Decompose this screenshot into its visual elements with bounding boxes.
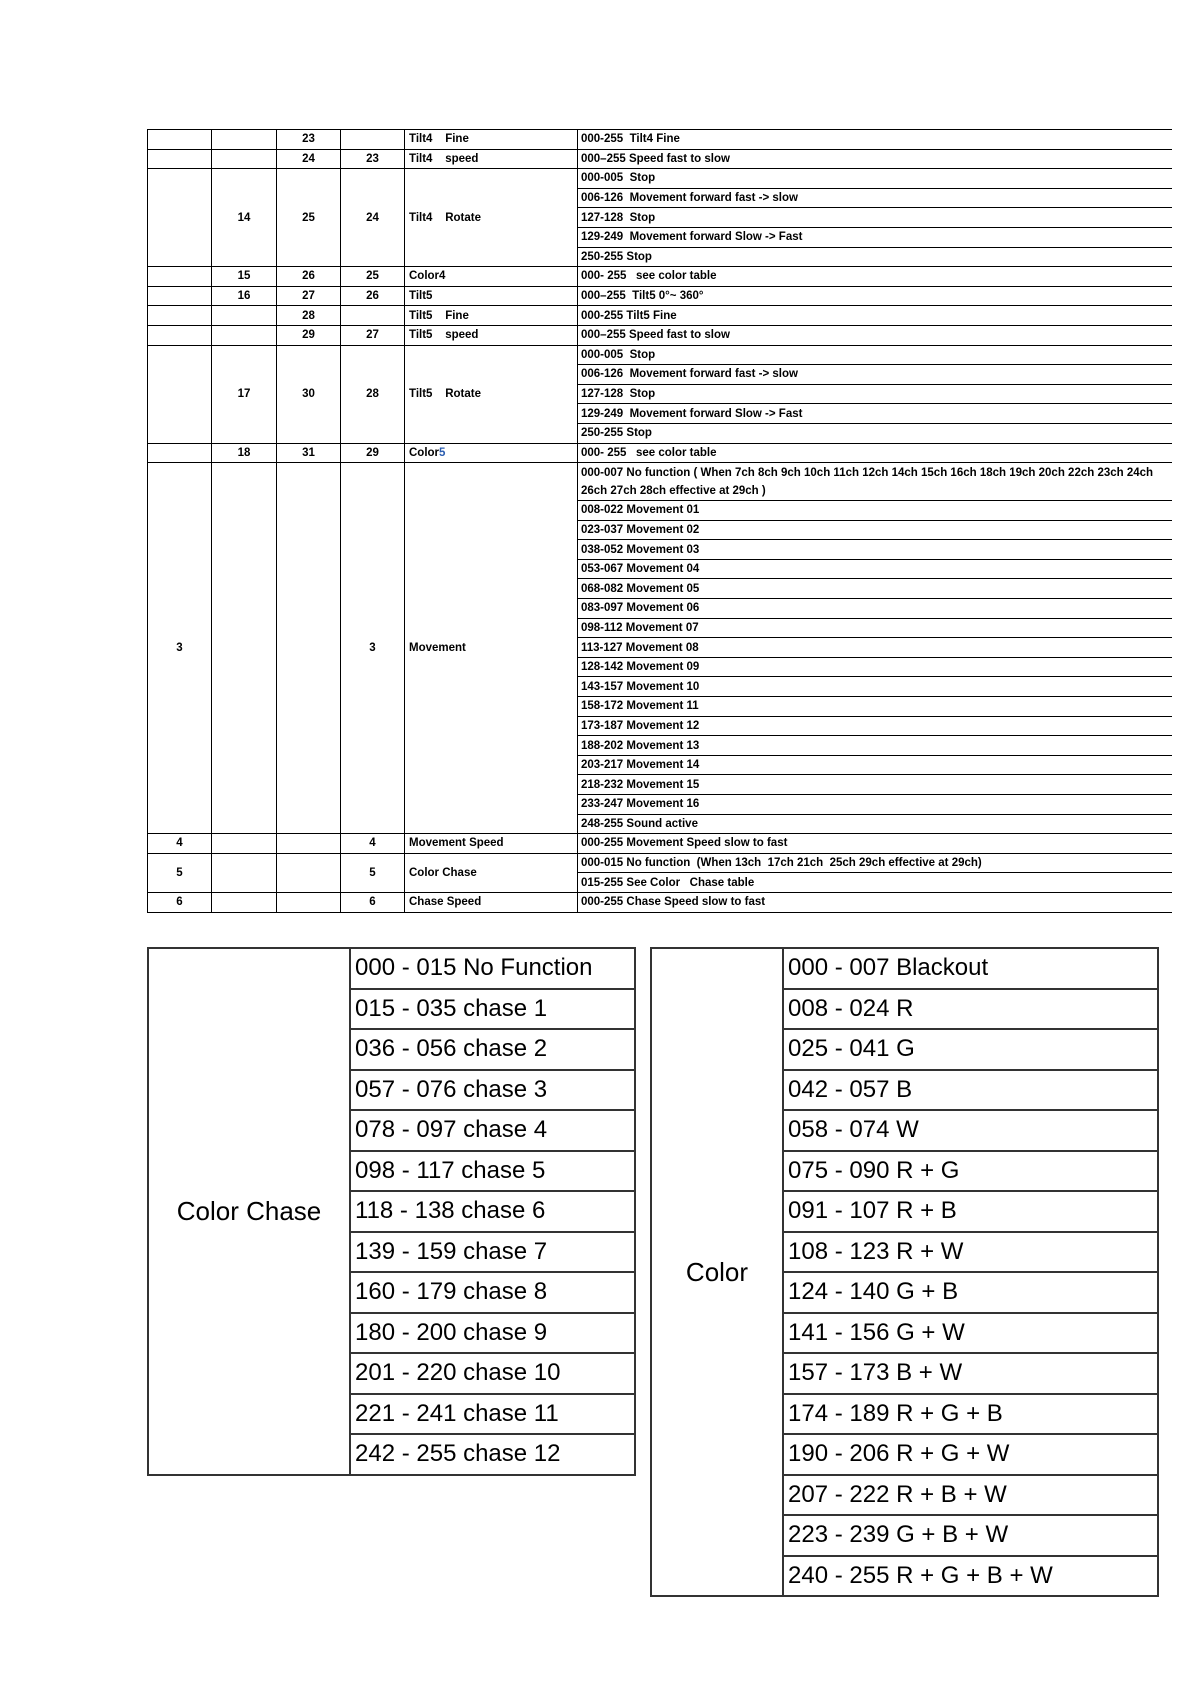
value-cell: 000-005 Stop (578, 169, 1172, 189)
channel-col-4: 4 (341, 834, 405, 854)
channel-col-2 (212, 306, 277, 326)
channel-col-2 (212, 325, 277, 345)
channel-col-3: 30 (277, 345, 341, 443)
channel-col-4: 6 (341, 892, 405, 912)
function-label: Color Chase (409, 866, 477, 879)
range-cell: 025 - 041 G (783, 1029, 1158, 1070)
table-row (148, 169, 1172, 189)
value-cell: 000–255 Tilt5 0°~ 360° (578, 286, 1172, 306)
channel-col-2 (212, 892, 277, 912)
function-label: Tilt4 speed (409, 152, 479, 165)
channel-col-2 (212, 853, 277, 892)
range-cell: 190 - 206 R + G + W (783, 1434, 1158, 1475)
value-cell: 000-007 No function ( When 7ch 8ch 9ch 10ch 11ch 12ch 14ch 15ch 16ch 18ch 19ch 20ch 22ch 23ch 24ch 26ch 27ch 28ch effective at 29ch ) (578, 463, 1172, 501)
value-cell: 000-015 No function (When 13ch 17ch 21ch 25ch 29ch effective at 29ch) (578, 853, 1172, 873)
value-cell: 000-005 Stop (578, 345, 1172, 365)
range-cell: 078 - 097 chase 4 (350, 1110, 635, 1151)
channel-col-3: 29 (277, 325, 341, 345)
value-cell: 098-112 Movement 07 (578, 618, 1172, 638)
value-cell: 129-249 Movement forward Slow -> Fast (578, 404, 1172, 424)
channel-col-3 (277, 834, 341, 854)
channel-col-1: 6 (148, 892, 212, 912)
function-label: Color4 (409, 270, 446, 283)
table-row (148, 463, 1172, 501)
function-label: Tilt5 speed (409, 329, 479, 342)
channel-col-4: 24 (341, 169, 405, 267)
channel-col-2 (212, 463, 277, 834)
function-cell (405, 267, 578, 287)
value-cell: 000-255 Movement Speed slow to fast (578, 834, 1172, 854)
range-cell: 058 - 074 W (783, 1110, 1158, 1151)
value-cell: 000-255 Tilt5 Fine (578, 306, 1172, 326)
function-cell (405, 834, 578, 854)
range-cell: 008 - 024 R (783, 989, 1158, 1030)
function-cell (405, 853, 578, 892)
range-cell: 036 - 056 chase 2 (350, 1029, 635, 1070)
channel-col-1 (148, 286, 212, 306)
channel-col-1: 4 (148, 834, 212, 854)
table-row (148, 948, 635, 989)
channel-col-1: 5 (148, 853, 212, 892)
table-row (148, 149, 1172, 169)
function-label: Tilt4 Fine (409, 133, 469, 146)
value-cell: 188-202 Movement 13 (578, 736, 1172, 756)
function-label: Tilt5 Fine (409, 309, 469, 322)
value-cell: 008-022 Movement 01 (578, 501, 1172, 521)
table-row (148, 345, 1172, 365)
channel-col-2: 18 (212, 443, 277, 463)
channel-col-3: 26 (277, 267, 341, 287)
value-cell: 173-187 Movement 12 (578, 716, 1172, 736)
channel-col-3: 31 (277, 443, 341, 463)
function-cell (405, 306, 578, 326)
table-row (148, 853, 1172, 873)
channel-col-3: 25 (277, 169, 341, 267)
value-cell: 000-255 Chase Speed slow to fast (578, 892, 1172, 912)
value-cell: 158-172 Movement 11 (578, 697, 1172, 717)
function-label-suffix: 5 (439, 446, 446, 459)
function-cell (405, 286, 578, 306)
channel-col-3 (277, 463, 341, 834)
range-cell: 124 - 140 G + B (783, 1272, 1158, 1313)
value-cell: 128-142 Movement 09 (578, 657, 1172, 677)
value-cell: 000–255 Speed fast to slow (578, 149, 1172, 169)
channel-col-3 (277, 853, 341, 892)
range-cell: 015 - 035 chase 1 (350, 989, 635, 1030)
channel-col-3: 27 (277, 286, 341, 306)
range-cell: 118 - 138 chase 6 (350, 1191, 635, 1232)
table-row (148, 443, 1172, 463)
channel-col-3: 28 (277, 306, 341, 326)
range-cell: 180 - 200 chase 9 (350, 1313, 635, 1354)
range-cell: 223 - 239 G + B + W (783, 1515, 1158, 1556)
range-cell: 221 - 241 chase 11 (350, 1394, 635, 1435)
color-label: Color (651, 948, 783, 1596)
channel-col-4: 28 (341, 345, 405, 443)
value-cell: 068-082 Movement 05 (578, 579, 1172, 599)
value-cell: 000- 255 see color table (578, 443, 1172, 463)
value-cell: 218-232 Movement 15 (578, 775, 1172, 795)
function-label: Tilt5 Rotate (409, 388, 481, 401)
function-label: Tilt4 Rotate (409, 211, 481, 224)
value-cell: 023-037 Movement 02 (578, 520, 1172, 540)
channel-col-4 (341, 130, 405, 150)
value-cell: 248-255 Sound active (578, 814, 1172, 834)
dmx-channel-table (147, 129, 1172, 913)
function-cell (405, 345, 578, 443)
channel-col-2 (212, 834, 277, 854)
color-chase-label: Color Chase (148, 948, 350, 1475)
channel-col-2 (212, 130, 277, 150)
table-row (148, 892, 1172, 912)
channel-col-1 (148, 149, 212, 169)
function-label: Tilt5 (409, 290, 433, 303)
range-cell: 057 - 076 chase 3 (350, 1070, 635, 1111)
range-cell: 108 - 123 R + W (783, 1232, 1158, 1273)
function-cell (405, 892, 578, 912)
channel-col-4: 29 (341, 443, 405, 463)
table-row (148, 267, 1172, 287)
channel-col-1 (148, 267, 212, 287)
value-cell: 053-067 Movement 04 (578, 559, 1172, 579)
value-cell: 083-097 Movement 06 (578, 599, 1172, 619)
function-cell (405, 149, 578, 169)
value-cell: 038-052 Movement 03 (578, 540, 1172, 560)
range-cell: 091 - 107 R + B (783, 1191, 1158, 1232)
range-cell: 098 - 117 chase 5 (350, 1151, 635, 1192)
range-cell: 075 - 090 R + G (783, 1151, 1158, 1192)
color-chase-table (147, 947, 636, 1476)
channel-col-3 (277, 892, 341, 912)
function-label: Movement Speed (409, 837, 504, 850)
function-cell (405, 130, 578, 150)
channel-col-2: 16 (212, 286, 277, 306)
channel-col-2: 17 (212, 345, 277, 443)
channel-col-3: 24 (277, 149, 341, 169)
channel-col-1 (148, 325, 212, 345)
range-cell: 240 - 255 R + G + B + W (783, 1556, 1158, 1597)
channel-col-4: 25 (341, 267, 405, 287)
range-cell: 042 - 057 B (783, 1070, 1158, 1111)
value-cell: 250-255 Stop (578, 423, 1172, 443)
channel-col-1 (148, 169, 212, 267)
table-row (148, 286, 1172, 306)
value-cell: 015-255 See Color Chase table (578, 873, 1172, 893)
range-cell: 157 - 173 B + W (783, 1353, 1158, 1394)
channel-col-4: 23 (341, 149, 405, 169)
range-cell: 139 - 159 chase 7 (350, 1232, 635, 1273)
range-cell: 000 - 007 Blackout (783, 948, 1158, 989)
channel-col-1: 3 (148, 463, 212, 834)
value-cell: 127-128 Stop (578, 384, 1172, 404)
table-row (148, 306, 1172, 326)
table-row (148, 130, 1172, 150)
table-row (651, 948, 1158, 989)
value-cell: 000- 255 see color table (578, 267, 1172, 287)
value-cell: 006-126 Movement forward fast -> slow (578, 188, 1172, 208)
function-cell (405, 463, 578, 834)
table-row (148, 325, 1172, 345)
channel-col-1 (148, 306, 212, 326)
value-cell: 233-247 Movement 16 (578, 795, 1172, 815)
function-cell (405, 443, 578, 463)
function-label: Color (409, 446, 440, 459)
channel-col-2 (212, 149, 277, 169)
range-cell: 000 - 015 No Function (350, 948, 635, 989)
value-cell: 006-126 Movement forward fast -> slow (578, 365, 1172, 385)
range-cell: 160 - 179 chase 8 (350, 1272, 635, 1313)
value-cell: 000–255 Speed fast to slow (578, 325, 1172, 345)
value-cell: 203-217 Movement 14 (578, 755, 1172, 775)
value-cell: 127-128 Stop (578, 208, 1172, 228)
range-cell: 201 - 220 chase 10 (350, 1353, 635, 1394)
function-label: Chase Speed (409, 896, 482, 909)
function-cell (405, 325, 578, 345)
channel-col-1 (148, 345, 212, 443)
channel-col-1 (148, 443, 212, 463)
value-cell: 113-127 Movement 08 (578, 638, 1172, 658)
channel-col-4: 5 (341, 853, 405, 892)
value-cell: 000-255 Tilt4 Fine (578, 130, 1172, 150)
channel-col-2: 15 (212, 267, 277, 287)
range-cell: 242 - 255 chase 12 (350, 1434, 635, 1475)
value-cell: 129-249 Movement forward Slow -> Fast (578, 227, 1172, 247)
table-row (148, 834, 1172, 854)
function-label: Movement (409, 642, 466, 655)
channel-col-1 (148, 130, 212, 150)
value-cell: 143-157 Movement 10 (578, 677, 1172, 697)
channel-col-4: 26 (341, 286, 405, 306)
channel-col-4 (341, 306, 405, 326)
range-cell: 141 - 156 G + W (783, 1313, 1158, 1354)
range-cell: 174 - 189 R + G + B (783, 1394, 1158, 1435)
function-cell (405, 169, 578, 267)
color-table (650, 947, 1159, 1597)
channel-col-3: 23 (277, 130, 341, 150)
range-cell: 207 - 222 R + B + W (783, 1475, 1158, 1516)
channel-col-2: 14 (212, 169, 277, 267)
channel-col-4: 3 (341, 463, 405, 834)
value-cell: 250-255 Stop (578, 247, 1172, 267)
channel-col-4: 27 (341, 325, 405, 345)
